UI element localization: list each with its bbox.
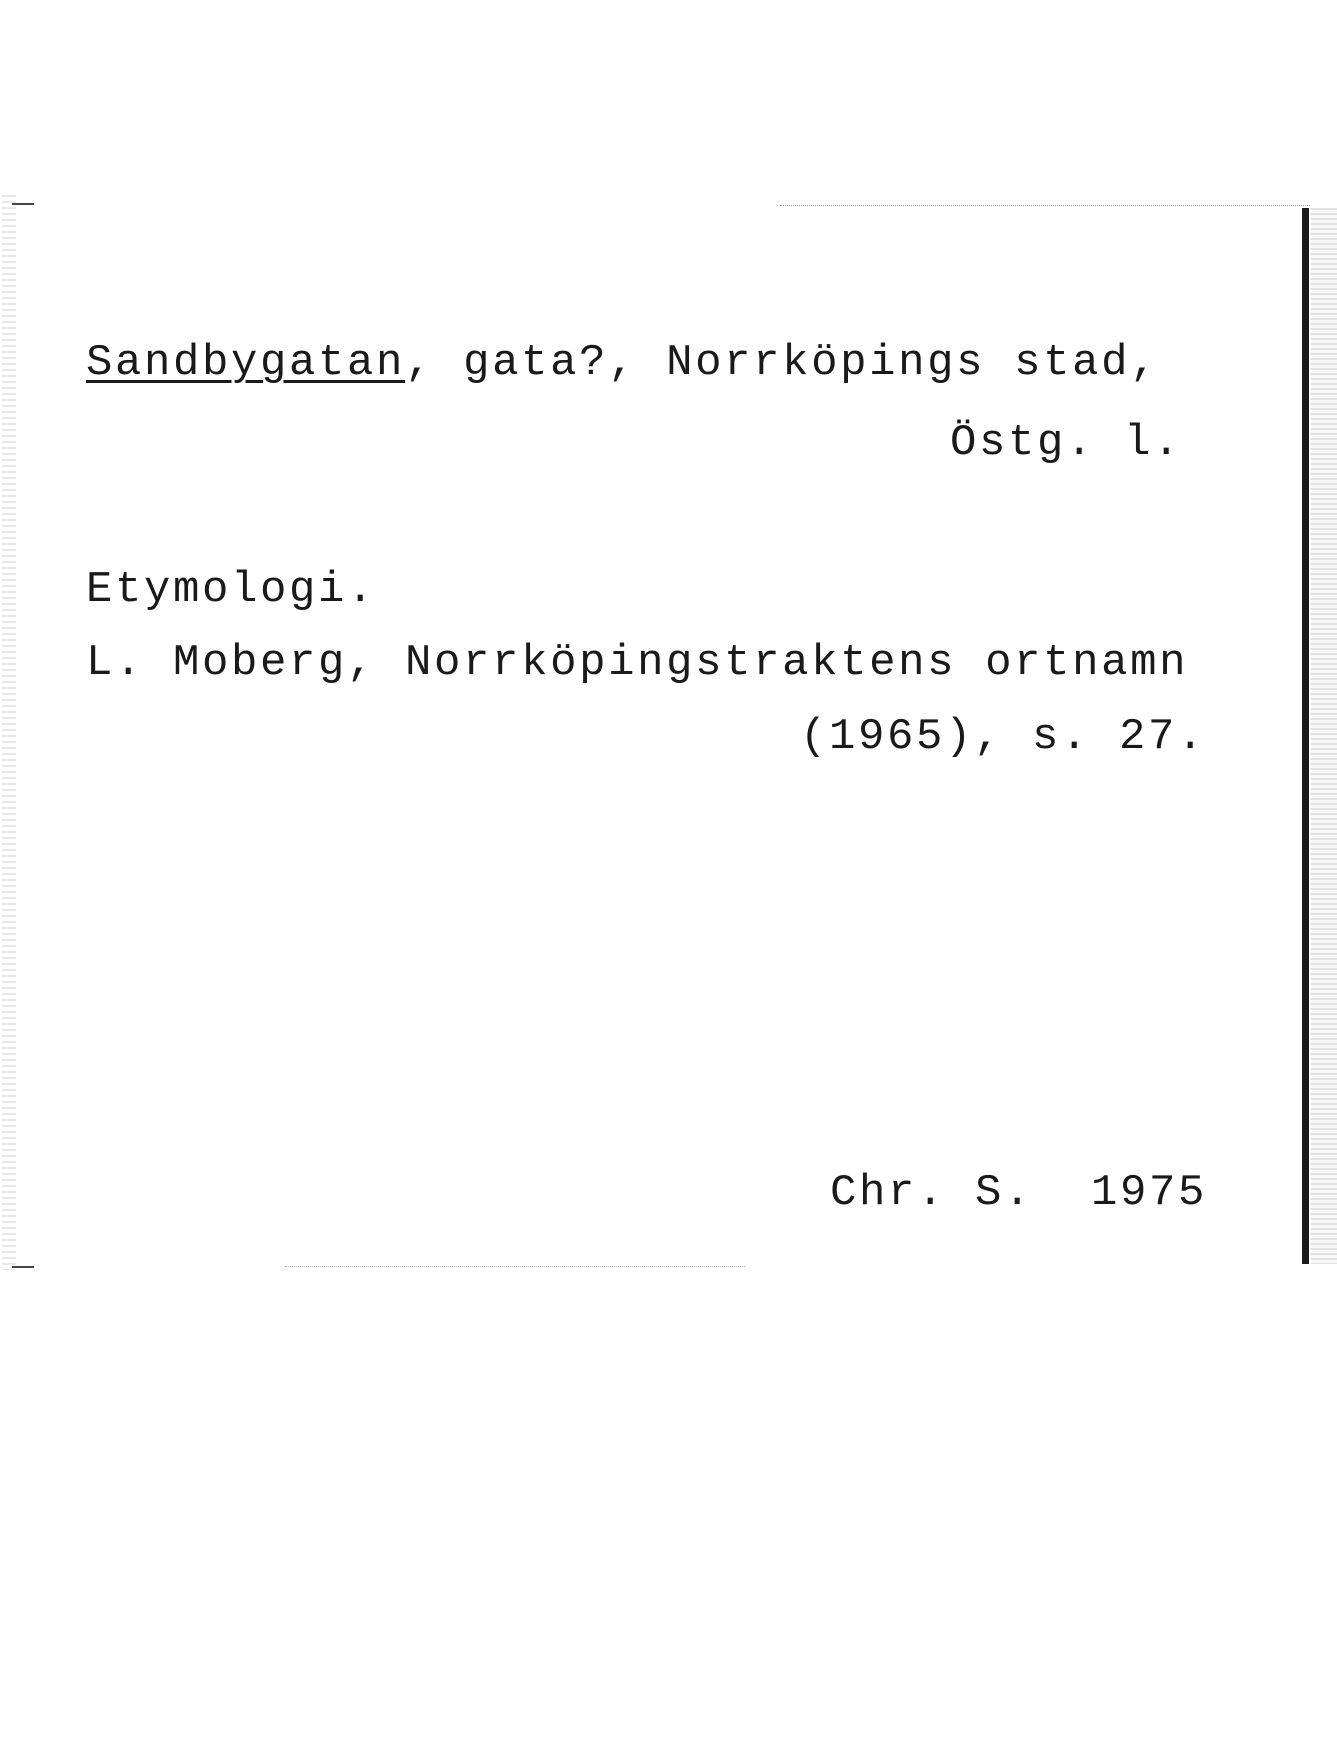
reference-line-1: L. Moberg, Norrköpingstraktens ortnamn — [86, 638, 1189, 688]
card-right-shadow — [1311, 208, 1337, 1264]
card-heading-line — [86, 338, 1159, 388]
region-line: Östg. l. — [950, 418, 1183, 468]
signature: Chr. S. 1975 — [830, 1168, 1208, 1218]
card-right-edge — [1302, 208, 1309, 1264]
card-bottom-edge — [285, 1266, 745, 1267]
reference-line-2: (1965), s. 27. — [800, 712, 1207, 762]
headword: Sandbygatan — [86, 338, 406, 388]
card-corner-mark-top — [12, 203, 34, 205]
card-corner-mark-bottom — [12, 1266, 34, 1268]
card-top-edge — [780, 205, 1310, 206]
heading-rest: , gata?, Norrköpings stad, — [405, 338, 1160, 388]
section-heading: Etymologi. — [86, 565, 377, 615]
card-left-edge — [2, 195, 16, 1270]
